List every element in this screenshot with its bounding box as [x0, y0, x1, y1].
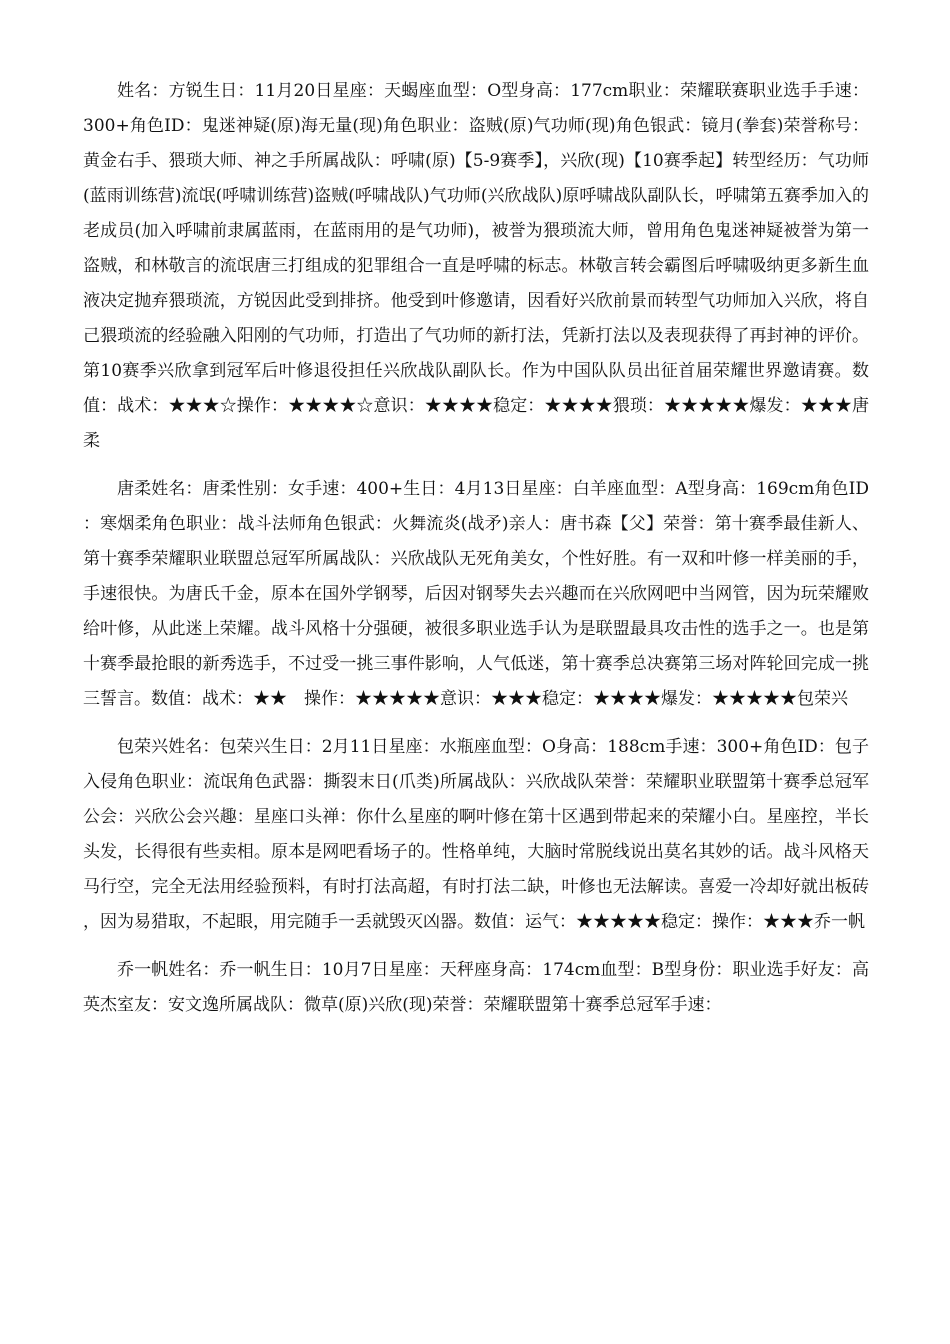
- profile-paragraph-tang-rou: 唐柔姓名：唐柔性别：女手速：400+生日：4月13日星座：白羊座血型：A型身高：169cm角色ID：寒烟柔角色职业：战斗法师角色银武：火舞流炎(战矛)亲人：唐书森【父】荣誉：第十赛季最佳新人、第十赛季荣耀职业联盟总冠军所属战队：兴欣战队无死角美女，个性好胜。有一双和叶修一样美丽的手，手速很快。为唐氏千金，原本在国外学钢琴，后因对钢琴失去兴趣而在兴欣网吧中当网管，因为玩荣耀败给叶修，从此迷上荣耀。战斗风格十分强硬，被很多职业选手认为是联盟最具攻击性的选手之一。也是第十赛季最抢眼的新秀选手，不过受一挑三事件影响，人气低迷，第十赛季总决赛第三场对阵轮回完成一挑三誓言。数值：战术：★★ 操作：★★★★★意识：★★★稳定：★★★★爆发：★★★★★包荣兴: [83, 479, 869, 709]
- document-page: [83, 74, 869, 1036]
- profile-paragraph-bao-rongxing: 包荣兴姓名：包荣兴生日：2月11日星座：水瓶座血型：O身高：188cm手速：300+角色ID：包子入侵角色职业：流氓角色武器：撕裂末日(爪类)所属战队：兴欣战队荣誉：荣耀职业联盟第十赛季总冠军公会：兴欣公会兴趣：星座口头禅：你什么星座的啊叶修在第十区遇到带起来的荣耀小白。星座控，半长头发，长得很有些卖相。原本是网吧看场子的。性格单纯，大脑时常脱线说出莫名其妙的话。战斗风格天马行空，完全无法用经验预料，有时打法高超，有时打法二缺，叶修也无法解读。喜爱一冷却好就出板砖，因为易猎取，不起眼，用完随手一丢就毁灭凶器。数值：运气：★★★★★稳定：操作：★★★乔一帆: [83, 737, 869, 932]
- profile-paragraph-qiao-yifan: 乔一帆姓名：乔一帆生日：10月7日星座：天秤座身高：174cm血型：B型身份：职业选手好友：高英杰室友：安文逸所属战队：微草(原)兴欣(现)荣誉：荣耀联盟第十赛季总冠军手速：: [83, 960, 869, 1015]
- profile-paragraph-fang-rui: 姓名：方锐生日：11月20日星座：天蝎座血型：O型身高：177cm职业：荣耀联赛职业选手手速：300+角色ID：鬼迷神疑(原)海无量(现)角色职业：盗贼(原)气功师(现)角色银武：镜月(拳套)荣誉称号：黄金右手、猥琐大师、神之手所属战队：呼啸(原)【5-9赛季】，兴欣(现)【10赛季起】转型经历：气功师(蓝雨训练营)流氓(呼啸训练营)盗贼(呼啸战队)气功师(兴欣战队)原呼啸战队副队长，呼啸第五赛季加入的老成员(加入呼啸前隶属蓝雨，在蓝雨用的是气功师)，被誉为猥琐流大师，曾用角色鬼迷神疑被誉为第一盗贼，和林敬言的流氓唐三打组成的犯罪组合一直是呼啸的标志。林敬言转会霸图后呼啸吸纳更多新生血液决定抛弃猥琐流，方锐因此受到排挤。他受到叶修邀请，因看好兴欣前景而转型气功师加入兴欣，将自己猥琐流的经验融入阳刚的气功师，打造出了气功师的新打法，凭新打法以及表现获得了再封神的评价。第10赛季兴欣拿到冠军后叶修退役担任兴欣战队副队长。作为中国队队员出征首届荣耀世界邀请赛。数值：战术：★★★☆操作：★★★★☆意识：★★★★稳定：★★★★猥琐：★★★★★爆发：★★★唐柔: [83, 81, 869, 451]
